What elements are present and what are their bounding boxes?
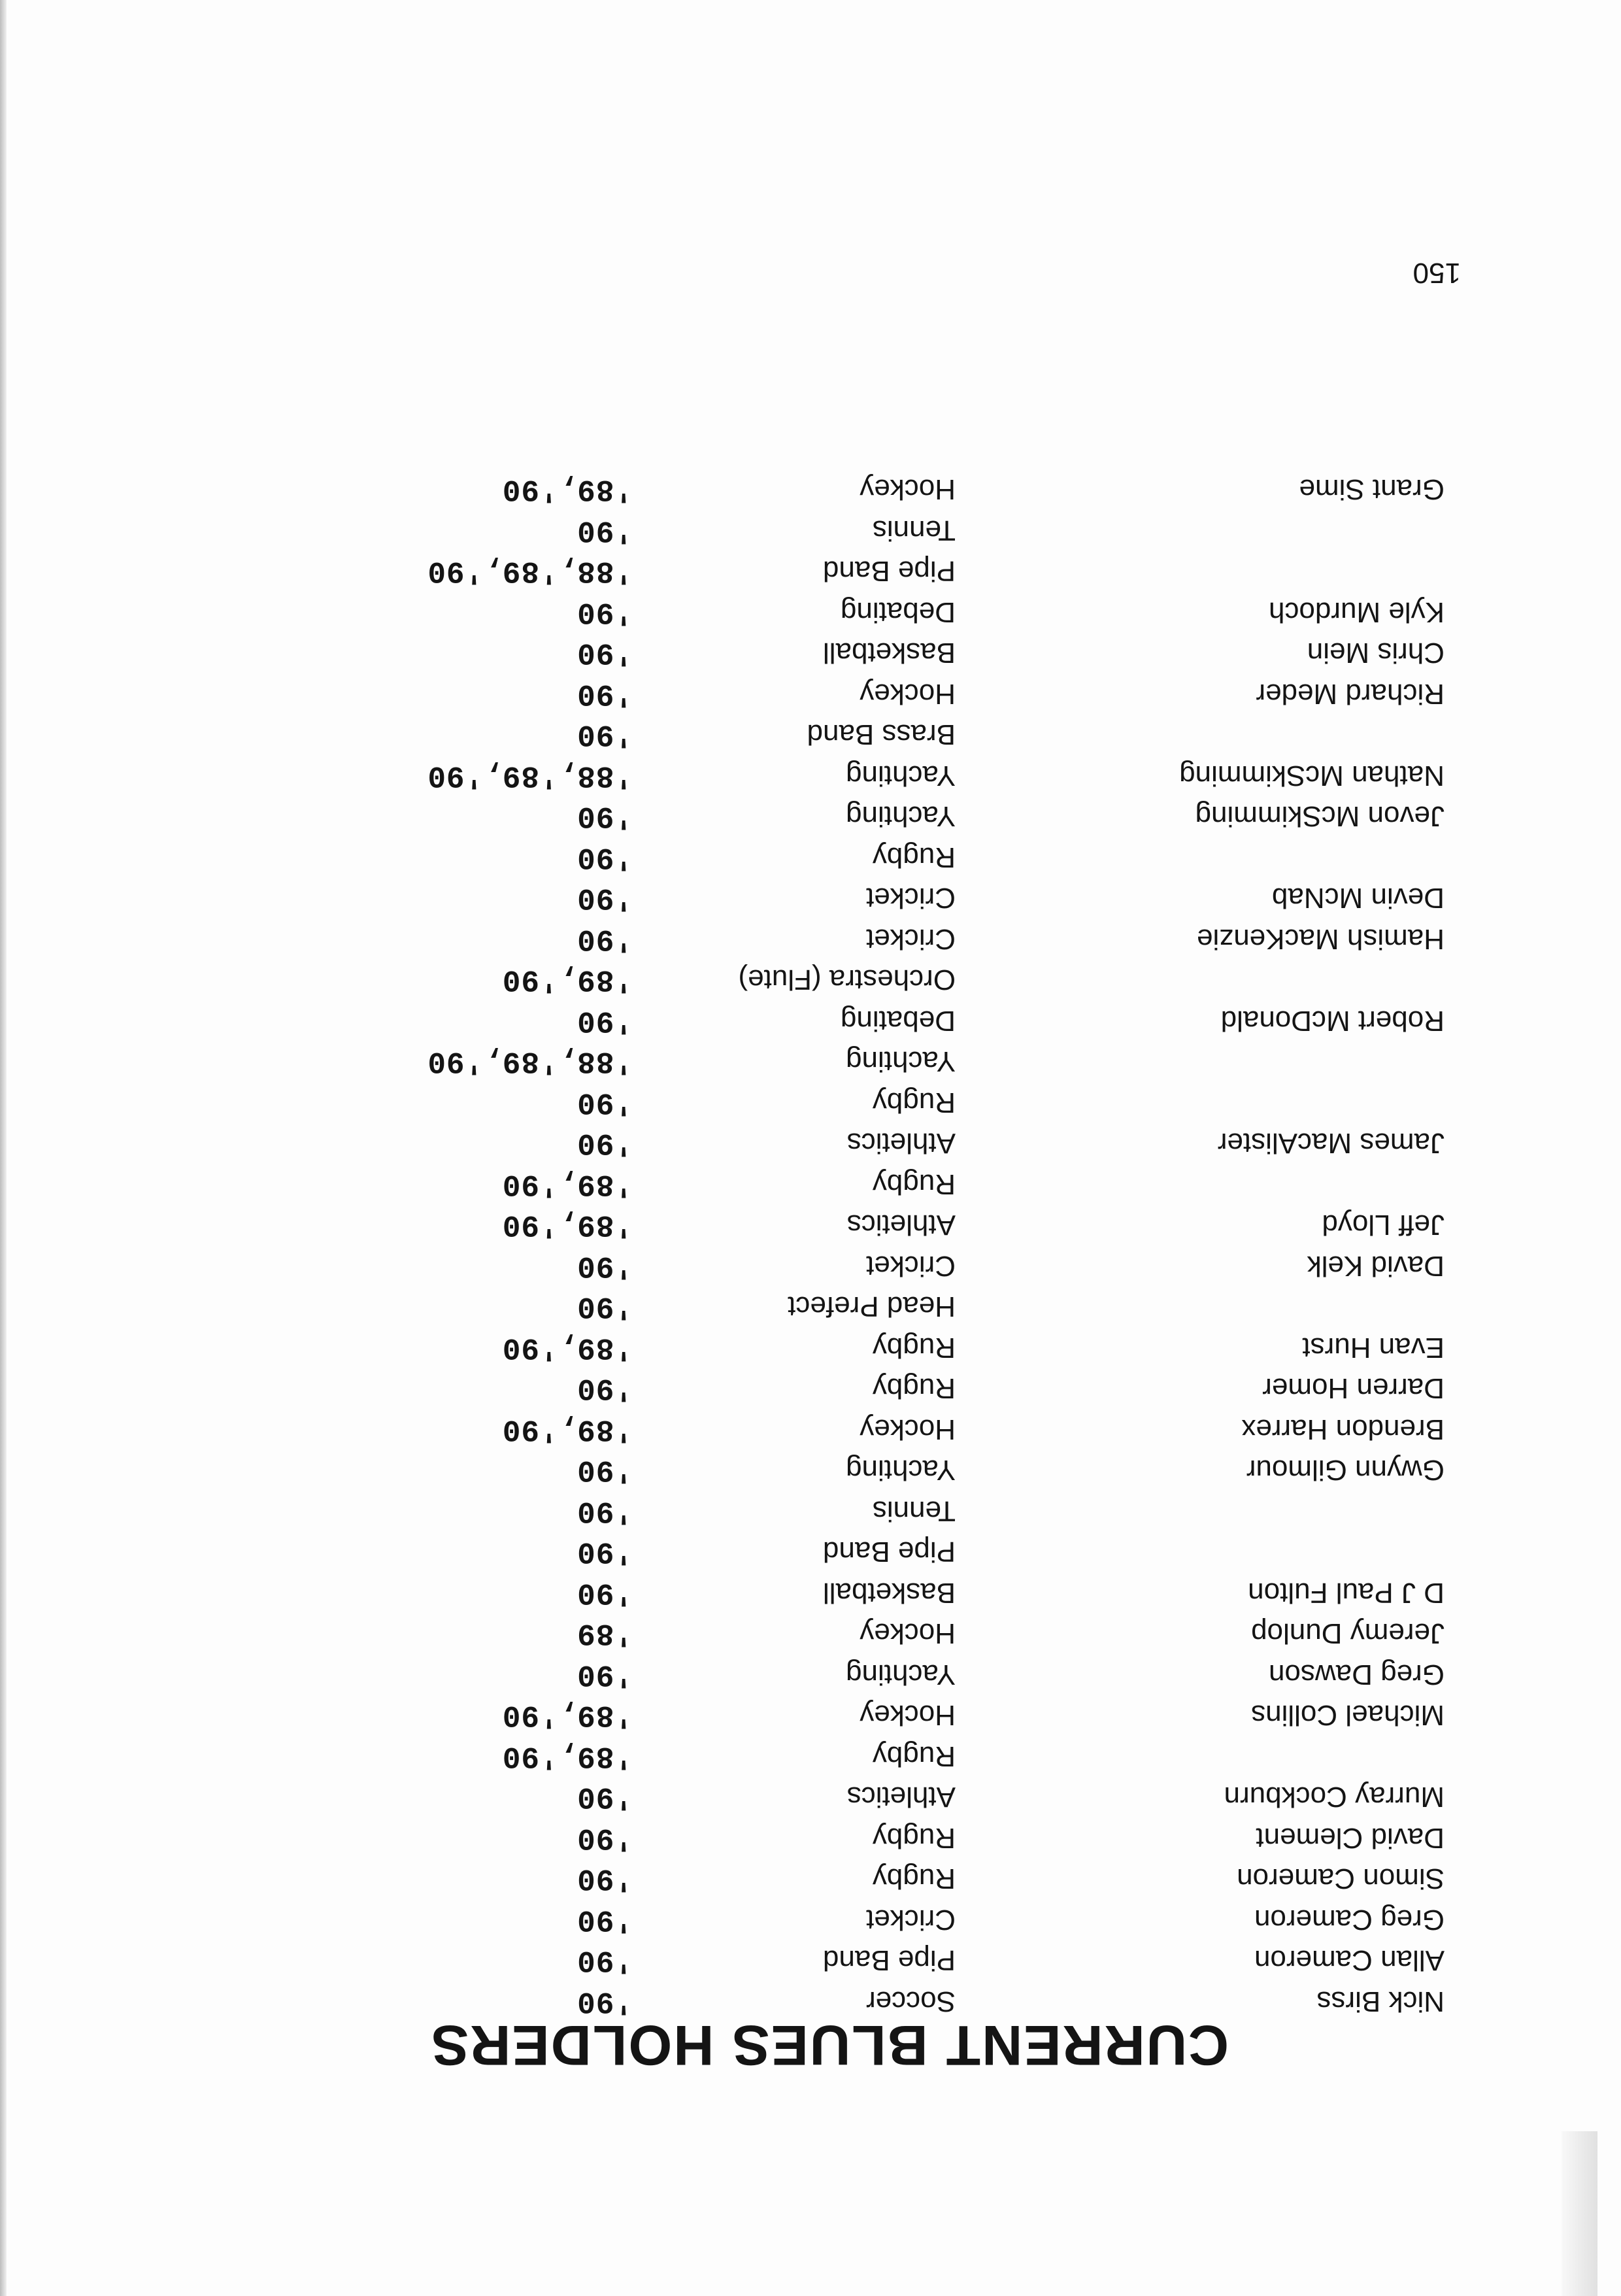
years-awarded: '89,'90 <box>501 1698 633 1732</box>
holder-name: Grant Sime <box>1299 473 1445 506</box>
activity: Rugby <box>872 1372 956 1405</box>
list-item <box>137 1000 1445 1041</box>
activity: Brass Band <box>807 718 956 751</box>
list-item <box>137 469 1445 510</box>
years-awarded: '90 <box>577 1085 633 1119</box>
holder-name: Evan Hurst <box>1302 1332 1445 1364</box>
holder-name: Michael Collins <box>1251 1699 1445 1732</box>
activity: Soccer <box>866 1985 956 2017</box>
list-item <box>137 1776 1445 1817</box>
list-item <box>137 632 1445 673</box>
years-awarded: '90 <box>577 1534 633 1569</box>
activity: Hockey <box>860 1699 956 1732</box>
activity: Debating <box>840 596 956 628</box>
activity: Yachting <box>846 800 956 833</box>
list-item <box>137 1491 1445 1532</box>
list-item <box>137 1449 1445 1491</box>
blues-holders-list <box>137 469 1445 2021</box>
list-item <box>137 1899 1445 1940</box>
activity: Rugby <box>872 1863 956 1895</box>
holder-name: Darren Homer <box>1262 1372 1445 1405</box>
activity: Athletics <box>846 1781 956 1814</box>
activity: Yachting <box>846 1454 956 1487</box>
list-item <box>137 837 1445 878</box>
holder-name: Gwynn Gilmour <box>1246 1454 1445 1487</box>
years-awarded: '90 <box>577 1943 633 1978</box>
activity: Rugby <box>872 1087 956 1119</box>
holder-name: James MacAlister <box>1217 1127 1445 1160</box>
holder-name: Robert McDonald <box>1220 1005 1445 1037</box>
holder-name: Nick Birss <box>1316 1985 1445 2017</box>
years-awarded: '89 <box>577 1616 633 1651</box>
holder-name: Nathan McSkimming <box>1179 760 1445 792</box>
page-title: CURRENT BLUES HOLDERS <box>429 2014 1229 2076</box>
activity: Cricket <box>866 923 956 955</box>
years-awarded: '89,'90 <box>501 1167 633 1201</box>
years-awarded: '90 <box>577 799 633 834</box>
holder-name: Kyle Murdoch <box>1268 596 1445 628</box>
holder-name: David Clement <box>1256 1822 1445 1854</box>
years-awarded: '89,'90 <box>501 1207 633 1242</box>
activity: Rugby <box>872 1740 956 1772</box>
list-item <box>137 959 1445 1000</box>
activity: Yachting <box>846 1659 956 1691</box>
activity: Head Prefect <box>788 1291 956 1323</box>
activity: Cricket <box>866 882 956 915</box>
years-awarded: '90 <box>577 922 633 956</box>
holder-name: Hamish MacKenzie <box>1196 923 1445 955</box>
list-item <box>137 1204 1445 1245</box>
years-awarded: '90 <box>577 1371 633 1406</box>
activity: Pipe Band <box>822 1944 956 1977</box>
years-awarded: '90 <box>577 1289 633 1324</box>
list-item <box>137 510 1445 551</box>
years-awarded: '90 <box>577 1861 633 1896</box>
list-item <box>137 1245 1445 1287</box>
years-awarded: '89,'90 <box>501 1412 633 1446</box>
list-item <box>137 796 1445 837</box>
list-item <box>137 877 1445 919</box>
list-item <box>137 1286 1445 1327</box>
activity: Yachting <box>846 1045 956 1078</box>
years-awarded: '90 <box>577 1657 633 1691</box>
years-awarded: '90 <box>577 1453 633 1487</box>
years-awarded: '89,'90 <box>501 962 633 997</box>
list-item <box>137 1736 1445 1777</box>
list-item <box>137 673 1445 715</box>
holder-name: Greg Dawson <box>1268 1659 1445 1691</box>
list-item <box>137 714 1445 755</box>
years-awarded: '89,'90 <box>501 1739 633 1773</box>
activity: Basketball <box>822 1577 956 1609</box>
holder-name: Simon Cameron <box>1237 1863 1445 1895</box>
list-item <box>137 1654 1445 1695</box>
activity: Hockey <box>860 1413 956 1445</box>
holder-name: David Kelk <box>1307 1250 1445 1282</box>
holder-name: Jeremy Dunlop <box>1251 1617 1445 1650</box>
years-awarded: '90 <box>577 1821 633 1855</box>
holder-name: Jeff Lloyd <box>1322 1209 1445 1241</box>
years-awarded: '90 <box>577 677 633 711</box>
activity: Tennis <box>872 515 956 547</box>
list-item <box>137 1327 1445 1368</box>
activity: Yachting <box>846 760 956 792</box>
years-awarded: '89,'90 <box>501 1330 633 1364</box>
years-awarded: '88,'89,'90 <box>427 758 633 792</box>
years-awarded: '90 <box>577 595 633 629</box>
list-item <box>137 1858 1445 1899</box>
list-item <box>137 1940 1445 1981</box>
activity: Hockey <box>860 678 956 710</box>
list-item <box>137 919 1445 960</box>
years-awarded: '90 <box>577 513 633 547</box>
list-item <box>137 1817 1445 1859</box>
holder-name: Jevon McSkimming <box>1195 800 1445 833</box>
binding-edge-shadow <box>0 0 7 2296</box>
activity: Pipe Band <box>822 555 956 588</box>
holder-name: Murray Cockburn <box>1224 1781 1445 1814</box>
activity: Pipe Band <box>822 1536 956 1568</box>
list-item <box>137 592 1445 633</box>
activity: Rugby <box>872 1332 956 1364</box>
activity: Rugby <box>872 1168 956 1200</box>
activity: Rugby <box>872 1822 956 1854</box>
years-awarded: '88,'89,'90 <box>427 554 633 588</box>
years-awarded: '88,'89,'90 <box>427 1044 633 1079</box>
holder-name: D J Paul Fulton <box>1248 1577 1445 1609</box>
list-item <box>137 1082 1445 1123</box>
years-awarded: '90 <box>577 635 633 670</box>
holder-name: Chris Mein <box>1307 637 1445 669</box>
activity: Cricket <box>866 1904 956 1936</box>
list-item <box>137 1531 1445 1572</box>
activity: Debating <box>840 1005 956 1037</box>
activity: Cricket <box>866 1250 956 1282</box>
years-awarded: '90 <box>577 1576 633 1610</box>
activity: Tennis <box>872 1495 956 1527</box>
years-awarded: '90 <box>577 840 633 874</box>
years-awarded: '90 <box>577 1494 633 1528</box>
activity: Basketball <box>822 637 956 669</box>
years-awarded: '89,'90 <box>501 472 633 507</box>
years-awarded: '90 <box>577 1249 633 1283</box>
holder-name: Greg Cameron <box>1254 1904 1445 1936</box>
activity: Athletics <box>846 1209 956 1241</box>
holder-name: Brendon Harrex <box>1241 1413 1445 1445</box>
list-item <box>137 1123 1445 1164</box>
years-awarded: '90 <box>577 1780 633 1814</box>
list-item <box>137 755 1445 796</box>
activity: Orchestra (Flute) <box>738 964 956 996</box>
activity: Athletics <box>846 1127 956 1160</box>
list-item <box>137 1041 1445 1082</box>
years-awarded: '90 <box>577 881 633 915</box>
list-item <box>137 1695 1445 1736</box>
years-awarded: '90 <box>577 1126 633 1160</box>
list-item <box>137 1613 1445 1654</box>
holder-name: Allan Cameron <box>1254 1944 1445 1977</box>
holder-name: Devin McNab <box>1271 882 1445 915</box>
list-item <box>137 1164 1445 1205</box>
list-item <box>137 1981 1445 2022</box>
activity: Hockey <box>860 1617 956 1650</box>
activity: Rugby <box>872 841 956 873</box>
years-awarded: '90 <box>577 1984 633 2018</box>
list-item <box>137 1409 1445 1450</box>
years-awarded: '90 <box>577 1004 633 1038</box>
page-number: 150 <box>1412 257 1461 289</box>
scan-shadow <box>1562 2131 1597 2296</box>
holder-name: Richard Meder <box>1256 678 1445 710</box>
list-item <box>137 1572 1445 1613</box>
activity: Hockey <box>860 473 956 506</box>
list-item <box>137 1368 1445 1409</box>
list-item <box>137 550 1445 592</box>
years-awarded: '90 <box>577 717 633 752</box>
years-awarded: '90 <box>577 1902 633 1936</box>
